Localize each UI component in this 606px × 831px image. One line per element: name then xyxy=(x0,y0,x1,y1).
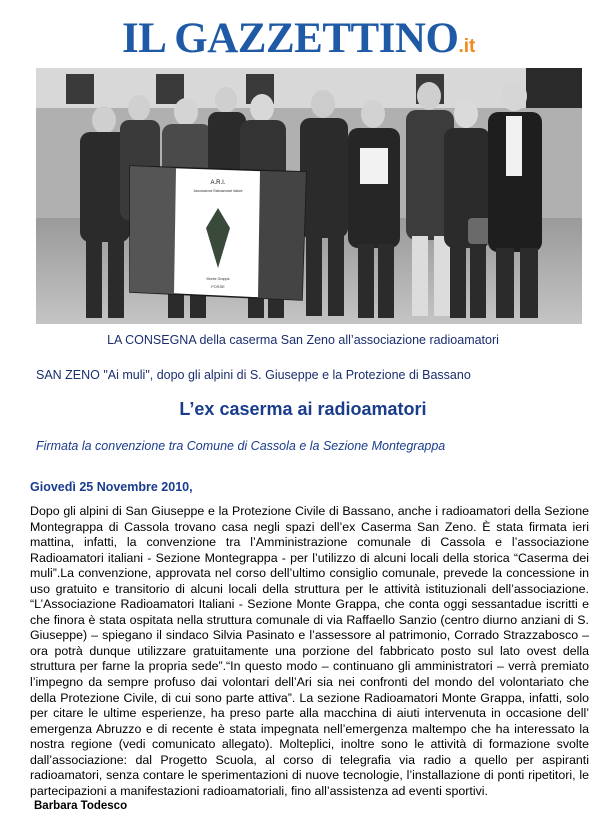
article-standfirst: Firmata la convenzione tra Comune di Cassola e la Sezione Montegrappa xyxy=(36,439,446,453)
article-photo xyxy=(36,68,582,324)
photo-caption: LA CONSEGNA della caserma San Zeno all’associazione radioamatori xyxy=(107,333,499,347)
article-author: Barbara Todesco xyxy=(34,800,128,812)
article-subhead: SAN ZENO "Ai muli", dopo gli alpini di S. Giuseppe e la Protezione di Bassano xyxy=(36,368,471,382)
banner-line3: Monte Grappa xyxy=(206,277,230,281)
masthead-domain-suffix: .it xyxy=(458,36,476,57)
article-body: Dopo gli alpini di San Giuseppe e la Protezione Civile di Bassano, anche i radioamatori della Sezione Montegrappa di Cassola trovano casa negli spazi dell’ex Caserma San Zeno. È stata firmata ieri mattina, infatti, la convenzione tra l’Amministrazione comunale di Cassola e l’associazione Radioamatori italiani - Sezione Montegrappa - per l’utilizzo di alcuni locali della storica “Caserma dei muli”.La convenzione, approvata nel corso dell’ultimo consiglio comunale, prevede la concessione in uso gratuito e transitorio di alcuni locali della struttura per le attività istituzionali dell’associazione. “L’Associazione Radioamatori Italiani - Sezione Monte Grappa, che conta oggi sessantadue iscritti e che finora è stata ospitata nella struttura comunale di via Raffaello Sanzio (centro diurno anziani di S. Giuseppe) – spiegano il sindaco Silvia Pasinato e l’assessore al patrimonio, Corrado Strazzabosco – ora potrà dunque utilizzare gratuitamente una porzione del fabbricato posto sul lato ovest della struttura per farne la propria sede”.“In questo modo – continuano gli amministratori – verrà premiato l’impegno da sempre profuso dai volontari dell’Ari sia nei confronti del mondo del volontariato che della Protezione Civile, di cui sono parte attiva”. La sezione Radioamatori Monte Grappa, infatti, solo per citare le ultime esperienze, ha preso parte alla macchina di aiuti intervenuta in occasione dell’ emergenza Abruzzo e di recente è stata impegnata nell’emergenza maltempo che ha interessato la nostra regione (vedi comunicato allegato). Molteplici, inoltre sono le attività di formazione svolte dall’associazione: dal Progetto Scuola, al corso di telegrafia via radio a quello per aspiranti radioamatori, senza contare le sperimentazioni di nuove tecnologie, l’installazione di ponti ripetitori, le partecipazioni a manifestazioni radioamatoriali, fino all’assistenza ad eventi sportivi. xyxy=(30,504,589,798)
banner-line1: A.R.I. xyxy=(210,180,226,186)
banner-line4: FOSSE xyxy=(211,284,225,289)
association-banner xyxy=(130,166,306,300)
masthead-logo[interactable] xyxy=(122,16,502,62)
article-headline: L’ex caserma ai radioamatori xyxy=(179,399,427,419)
article-dateline: Giovedì 25 Novembre 2010, xyxy=(30,480,193,494)
banner-line2: Associazione Radioamatori Italiani xyxy=(193,189,243,193)
masthead-name: IL GAZZETTINO xyxy=(122,15,459,62)
group-photo-image xyxy=(36,68,582,324)
